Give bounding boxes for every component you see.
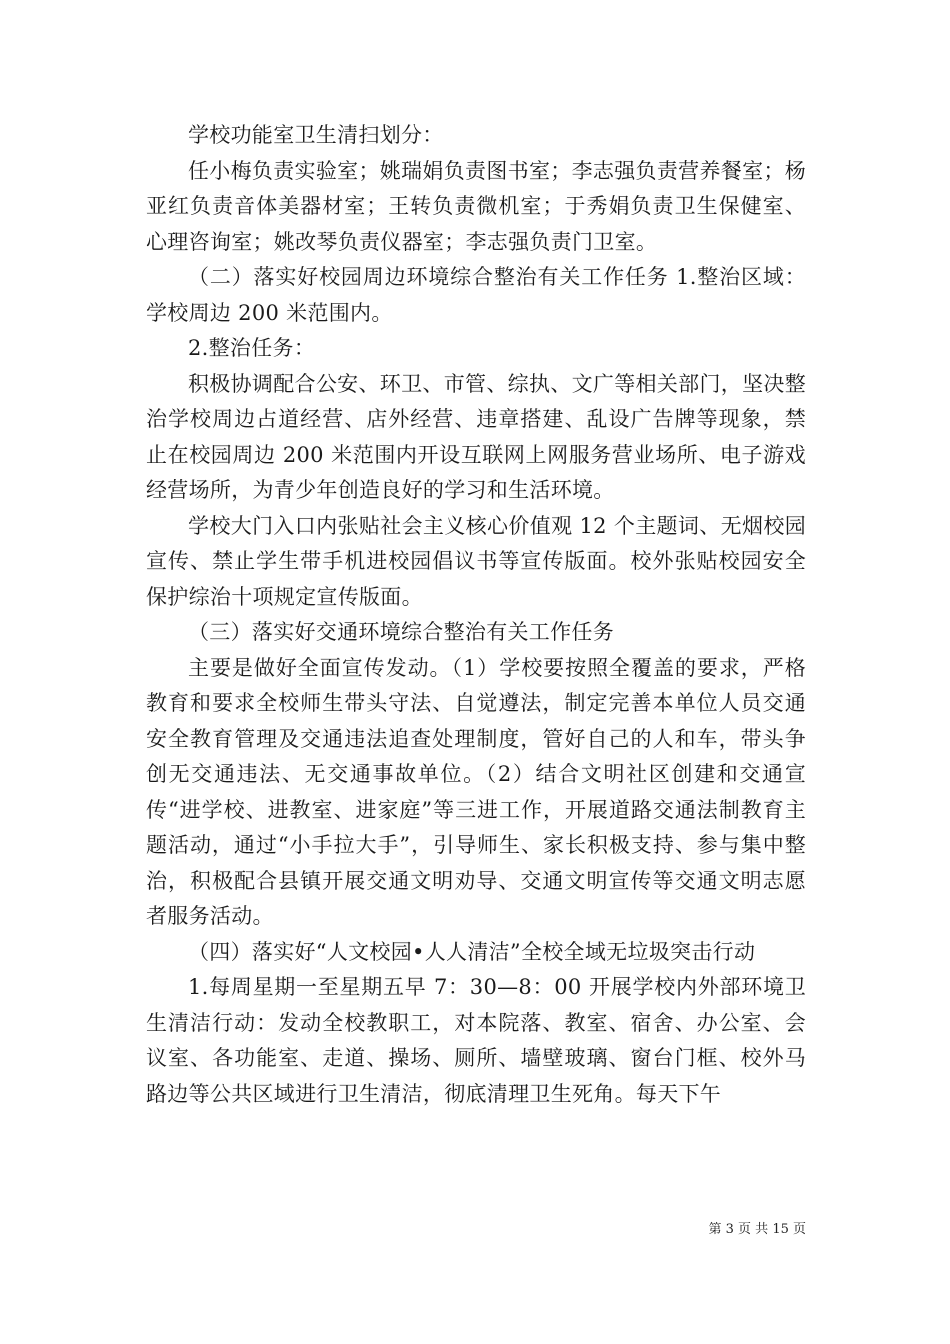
document-body — [146, 118, 806, 1112]
paragraph-room-assignments: 任小梅负责实验室；姚瑞娟负责图书室；李志强负责营养餐室；杨亚红负责音体美器材室；王转负责微机室；于秀娟负责卫生保健室、心理咨询室；姚改琴负责仪器室；李志强负责门卫室。 — [146, 158, 806, 254]
paragraph-traffic-publicity: 主要是做好全面宣传发动。（1）学校要按照全覆盖的要求，严格教育和要求全校师生带头守法、自觉遵法，制定完善本单位人员交通安全教育管理及交通违法追查处理制度，管好自己的人和车，带头争创无交通违法、无交通事故单位。（2）结合文明社区创建和交通宣传“进学校、进教室、进家庭”等三进工作，开展道路交通法制教育主题活动，通过“小手拉大手”，引导师生、家长积极支持、参与集中整治，积极配合县镇开展交通文明劝导、交通文明宣传等交通文明志愿者服务活动。 — [146, 655, 806, 928]
paragraph-section-two: （二）落实好校园周边环境综合整治有关工作任务 1.整治区域：学校周边 200 米范围内。 — [146, 265, 806, 325]
paragraph-section-four: （四）落实好“人文校园•人人清洁”全校全域无垃圾突击行动 — [188, 939, 756, 964]
paragraph-section-three: （三）落实好交通环境综合整治有关工作任务 — [188, 620, 614, 644]
page-number-footer: 第 3 页 共 15 页 — [708, 1222, 806, 1237]
paragraph-cleaning-heading: 学校功能室卫生清扫划分： — [188, 123, 444, 147]
paragraph-rectification-tasks: 2.整治任务： — [188, 336, 316, 360]
paragraph-weekly-cleaning: 1.每周星期一至星期五早 7：30—8：00 开展学校内外部环境卫生清洁行动：发动全校教职工，对本院落、教室、宿舍、办公室、会议室、各功能室、走道、操场、厕所、墙壁玻璃、窗台门框、校外马路边等公共区域进行卫生清洁，彻底清理卫生死角。每天下午 — [146, 975, 806, 1106]
paragraph-coordinate-departments: 积极协调配合公安、环卫、市管、综执、文广等相关部门，坚决整治学校周边占道经营、店外经营、违章搭建、乱设广告牌等现象，禁止在校园周边 200 米范围内开设互联网上网服务营业场所、电子游戏经营场所，为青少年创造良好的学习和生活环境。 — [146, 371, 806, 502]
paragraph-school-posters: 学校大门入口内张贴社会主义核心价值观 12 个主题词、无烟校园宣传、禁止学生带手机进校园倡议书等宣传版面。校外张贴校园安全保护综治十项规定宣传版面。 — [146, 513, 806, 609]
